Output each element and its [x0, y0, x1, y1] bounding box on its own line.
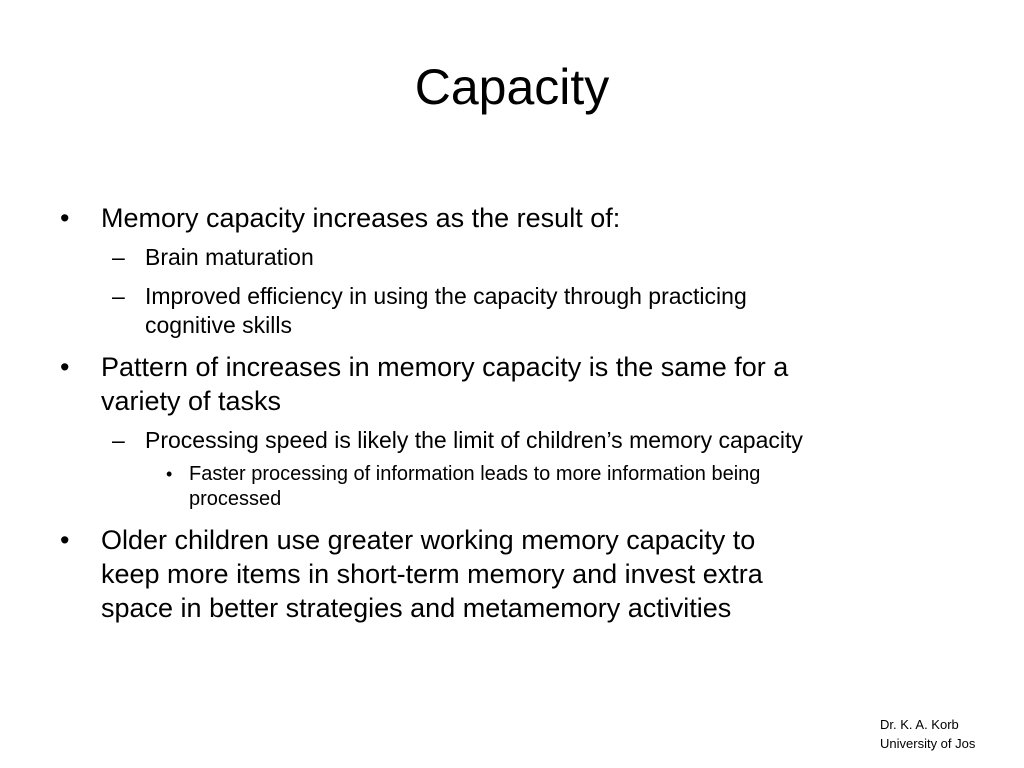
bullet-memory-capacity: Memory capacity increases as the result of: — [101, 203, 621, 233]
bullet-older-children-line3: space in better strategies and metamemory activities — [101, 593, 732, 623]
bullet-marker-level3: • — [166, 464, 173, 484]
bullet-marker-level1: • — [60, 352, 70, 382]
subsubbullet-faster-processing-line2: processed — [189, 488, 282, 510]
bullet-pattern-line1: Pattern of increases in memory capacity is the same for a — [101, 352, 789, 382]
bullet-marker-level2: – — [112, 427, 125, 453]
footer-author: Dr. K. A. Korb — [880, 717, 959, 732]
bullet-marker-level2: – — [112, 244, 125, 270]
bullet-older-children-line1: Older children use greater working memory capacity to — [101, 525, 756, 555]
subbullet-processing-speed: Processing speed is likely the limit of children’s memory capacity — [145, 427, 803, 453]
subsubbullet-faster-processing-line1: Faster processing of information leads to more information being — [189, 463, 761, 485]
bullet-marker-level1: • — [60, 525, 70, 555]
slide-footer — [880, 715, 975, 753]
bullet-pattern-line2: variety of tasks — [101, 386, 282, 416]
subbullet-brain-maturation: Brain maturation — [145, 244, 314, 270]
footer-institution: University of Jos — [880, 736, 976, 751]
bullet-marker-level2: – — [112, 283, 125, 309]
slide-title: Capacity — [414, 59, 610, 115]
subbullet-improved-efficiency-line2: cognitive skills — [145, 312, 292, 338]
subbullet-improved-efficiency-line1: Improved efficiency in using the capacity through practicing — [145, 283, 747, 309]
bullet-older-children-line2: keep more items in short-term memory and invest extra — [101, 559, 763, 589]
bullet-marker-level1: • — [60, 203, 70, 233]
